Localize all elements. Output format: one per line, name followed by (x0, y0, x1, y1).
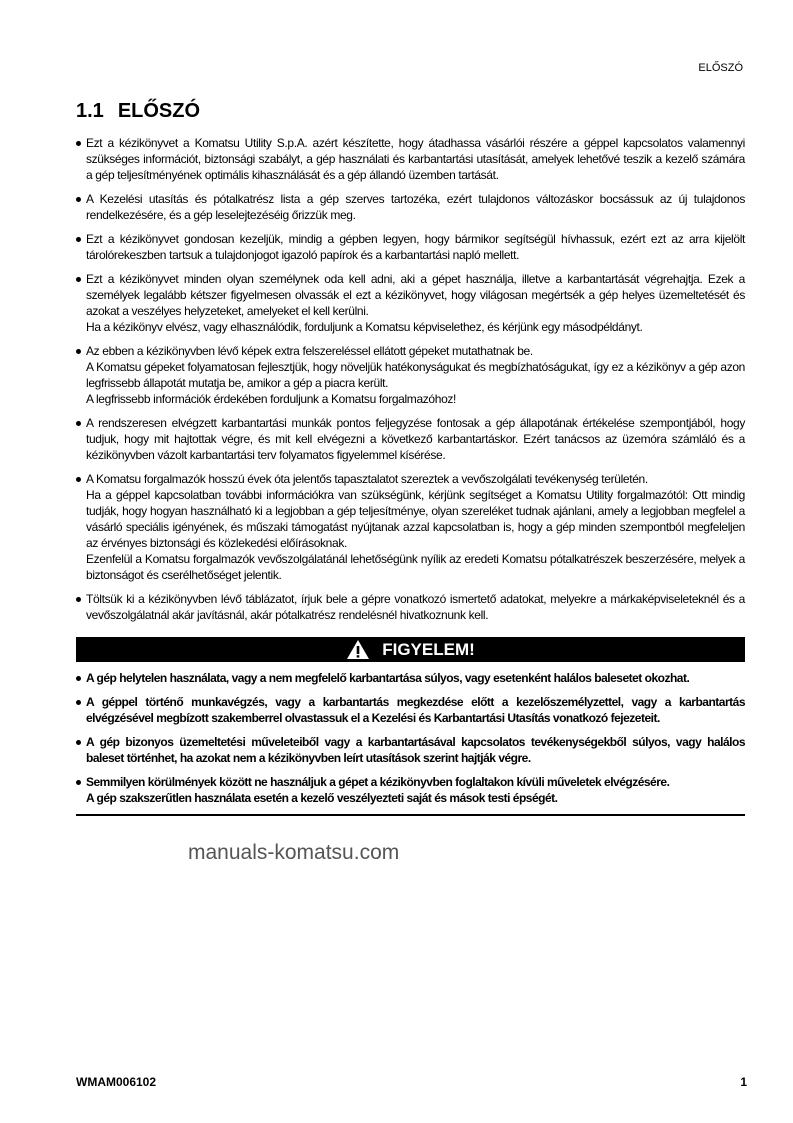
paragraph: A rendszeresen elvégzett karbantartási munkák pontos feljegyzése fontosak a gép állapotának értékelése szempontjából, hogy tudjuk, hogy mit hajtottak végre, és mit kell elvégezni a következő karbantartáskor. Ezért tanácsos az üzemóra számláló és a kézikönyvben vázolt karbantartási terv folyamatos figyelemmel kísérése. (86, 416, 745, 462)
bullet-icon (76, 349, 81, 354)
paragraph: Ezt a kézikönyvet a Komatsu Utility S.p.A. azért készítette, hogy átadhassa vásárlói részére a géppel kapcsolatos valamennyi szükséges információt, biztonsági szabályt, a gép használati és karbantartási utasítását, amelyek lehetővé teszik a kezelő számára a gép teljesítményének optimális kihasználását és a gép állandó üzemben tartását. (86, 136, 745, 182)
watermark: manuals-komatsu.com (188, 841, 400, 864)
list-item (76, 415, 745, 463)
paragraph: A gép szakszerűtlen használata esetén a kezelő veszélyezteti saját és mások testi épségét. (86, 791, 558, 805)
warning-title: FIGYELEM! (382, 639, 475, 659)
warning-bottom-rule (76, 814, 745, 816)
list-item (76, 670, 745, 686)
paragraph: A Kezelési utasítás és pótalkatrész lista a gép szerves tartozéka, ezért tulajdonos változáskor bocsássuk az új tulajdonos rendelkezésére, és a gép leselejtezéséig őrizzük meg. (86, 192, 745, 222)
bullet-icon (76, 277, 81, 282)
list-item (76, 734, 745, 766)
paragraph: A gép bizonyos üzemeltetési műveleteiből vagy a karbantartásával kapcsolatos tevékenységekből súlyos, vagy halálos baleset történhet, ha azokat nem a kézikönyvben leírt utasítások szerint hajtják végre. (86, 735, 745, 765)
list-item (76, 471, 745, 583)
bullet-icon (76, 141, 81, 146)
bullet-icon (76, 197, 81, 202)
bullet-icon (76, 421, 81, 426)
content (76, 135, 745, 866)
bullet-icon (76, 597, 81, 602)
bullet-icon (76, 780, 81, 785)
list-item (76, 591, 745, 623)
bullet-icon (76, 740, 81, 745)
paragraph: A gép helytelen használata, vagy a nem megfelelő karbantartása súlyos, vagy esetenként halálos balesetet okozhat. (86, 671, 690, 685)
paragraph: Ha a géppel kapcsolatban további információkra van szükségünk, kérjünk segítséget a Komatsu Utility forgalmazótól: Ott mindig tudják, hogy hogyan használható ki a legjobban a gép teljesítménye, olyan szereléket tudnak ajánlani, amely a legjobban megfelel a vásárló speciális igényének, és műszaki támogatást nyújtanak azzal kapcsolatban is, hogy a gép minden szempontból megfeleljen az érvényes biztonsági és közlekedési előírásoknak. (86, 488, 745, 550)
warning-triangle-icon (346, 639, 370, 660)
list-item (76, 231, 745, 263)
section-title-text: ELŐSZÓ (117, 100, 201, 122)
paragraph: A géppel történő munkavégzés, vagy a karbantartás megkezdése előtt a kezelőszemélyzettel, vagy a karbantartás elvégzésével megbízott szakemberrel olvastassuk el a Kezelési és Karbantartási Utasítás vonatkozó fejezeteit. (86, 695, 745, 725)
list-item (76, 774, 745, 806)
list-item (76, 271, 745, 335)
list-item (76, 135, 745, 183)
section-title (76, 100, 214, 123)
page-number: 1 (740, 1075, 747, 1089)
warning-list (76, 670, 745, 806)
bullet-list (76, 135, 745, 623)
document-code: WMAM006102 (76, 1075, 157, 1089)
bullet-icon (76, 237, 81, 242)
paragraph: Ezt a kézikönyvet minden olyan személynek oda kell adni, aki a gépet használja, illetve a karbantartását végrehajtja. Ezek a személyek legalább kétszer figyelmesen olvassák el ezt a kézikönyvet, hogy világosan megértsék a gép helyes üzemeltetését és azokat a veszélyes helyzeteket, amelyeket el kell kerülni. (86, 272, 745, 318)
paragraph: Az ebben a kézikönyvben lévő képek extra felszereléssel ellátott gépeket mutathatnak be. (86, 344, 533, 358)
paragraph: Semmilyen körülmények között ne használjuk a gépet a kézikönyvben foglaltakon kívüli műveletek elvégzésére. (86, 775, 670, 789)
list-item (76, 694, 745, 726)
list-item (76, 343, 745, 407)
running-header: ELŐSZÓ (698, 62, 743, 74)
list-item (76, 191, 745, 223)
warning-banner (76, 637, 745, 662)
paragraph: A Komatsu gépeket folyamatosan fejlesztjük, hogy növeljük hatékonyságukat és megbízhatóságukat, így ez a kézikönyv a gép azon legfrissebb állapotát mutatja be, amikor a gép a piacra került. (86, 360, 745, 390)
paragraph: Ha a kézikönyv elvész, vagy elhasználódik, forduljunk a Komatsu képviselethez, és kérjünk egy másodpéldányt. (86, 320, 643, 334)
bullet-icon (76, 477, 81, 482)
section-number: 1.1 (76, 100, 104, 122)
bullet-icon (76, 700, 81, 705)
paragraph: Ezt a kézikönyvet gondosan kezeljük, mindig a gépben legyen, hogy bármikor segítségül hívhassuk, ezért ezt az arra kijelölt tárolórekeszben tartsuk a tulajdonjogot igazoló papírok és a karbantartási napló mellett. (86, 232, 745, 262)
paragraph: Töltsük ki a kézikönyvben lévő táblázatot, írjuk bele a gépre vonatkozó ismertető adatokat, melyekre a márkaképviseleteknél és a vevőszolgálatnál akár javításnál, akár pótalkatrész rendelésnél hivatkoznunk kell. (86, 592, 745, 622)
bullet-icon (76, 676, 81, 681)
paragraph: Ezenfelül a Komatsu forgalmazók vevőszolgálatánál lehetőségünk nyílik az eredeti Komatsu pótalkatrészek beszerzésére, melyek a biztonságot és cserélhetőséget jelentik. (86, 552, 745, 582)
paragraph: A legfrissebb információk érdekében forduljunk a Komatsu forgalmazóhoz! (86, 392, 457, 406)
paragraph: A Komatsu forgalmazók hosszú évek óta jelentős tapasztalatot szereztek a vevőszolgálati tevékenység területén. (86, 472, 648, 486)
